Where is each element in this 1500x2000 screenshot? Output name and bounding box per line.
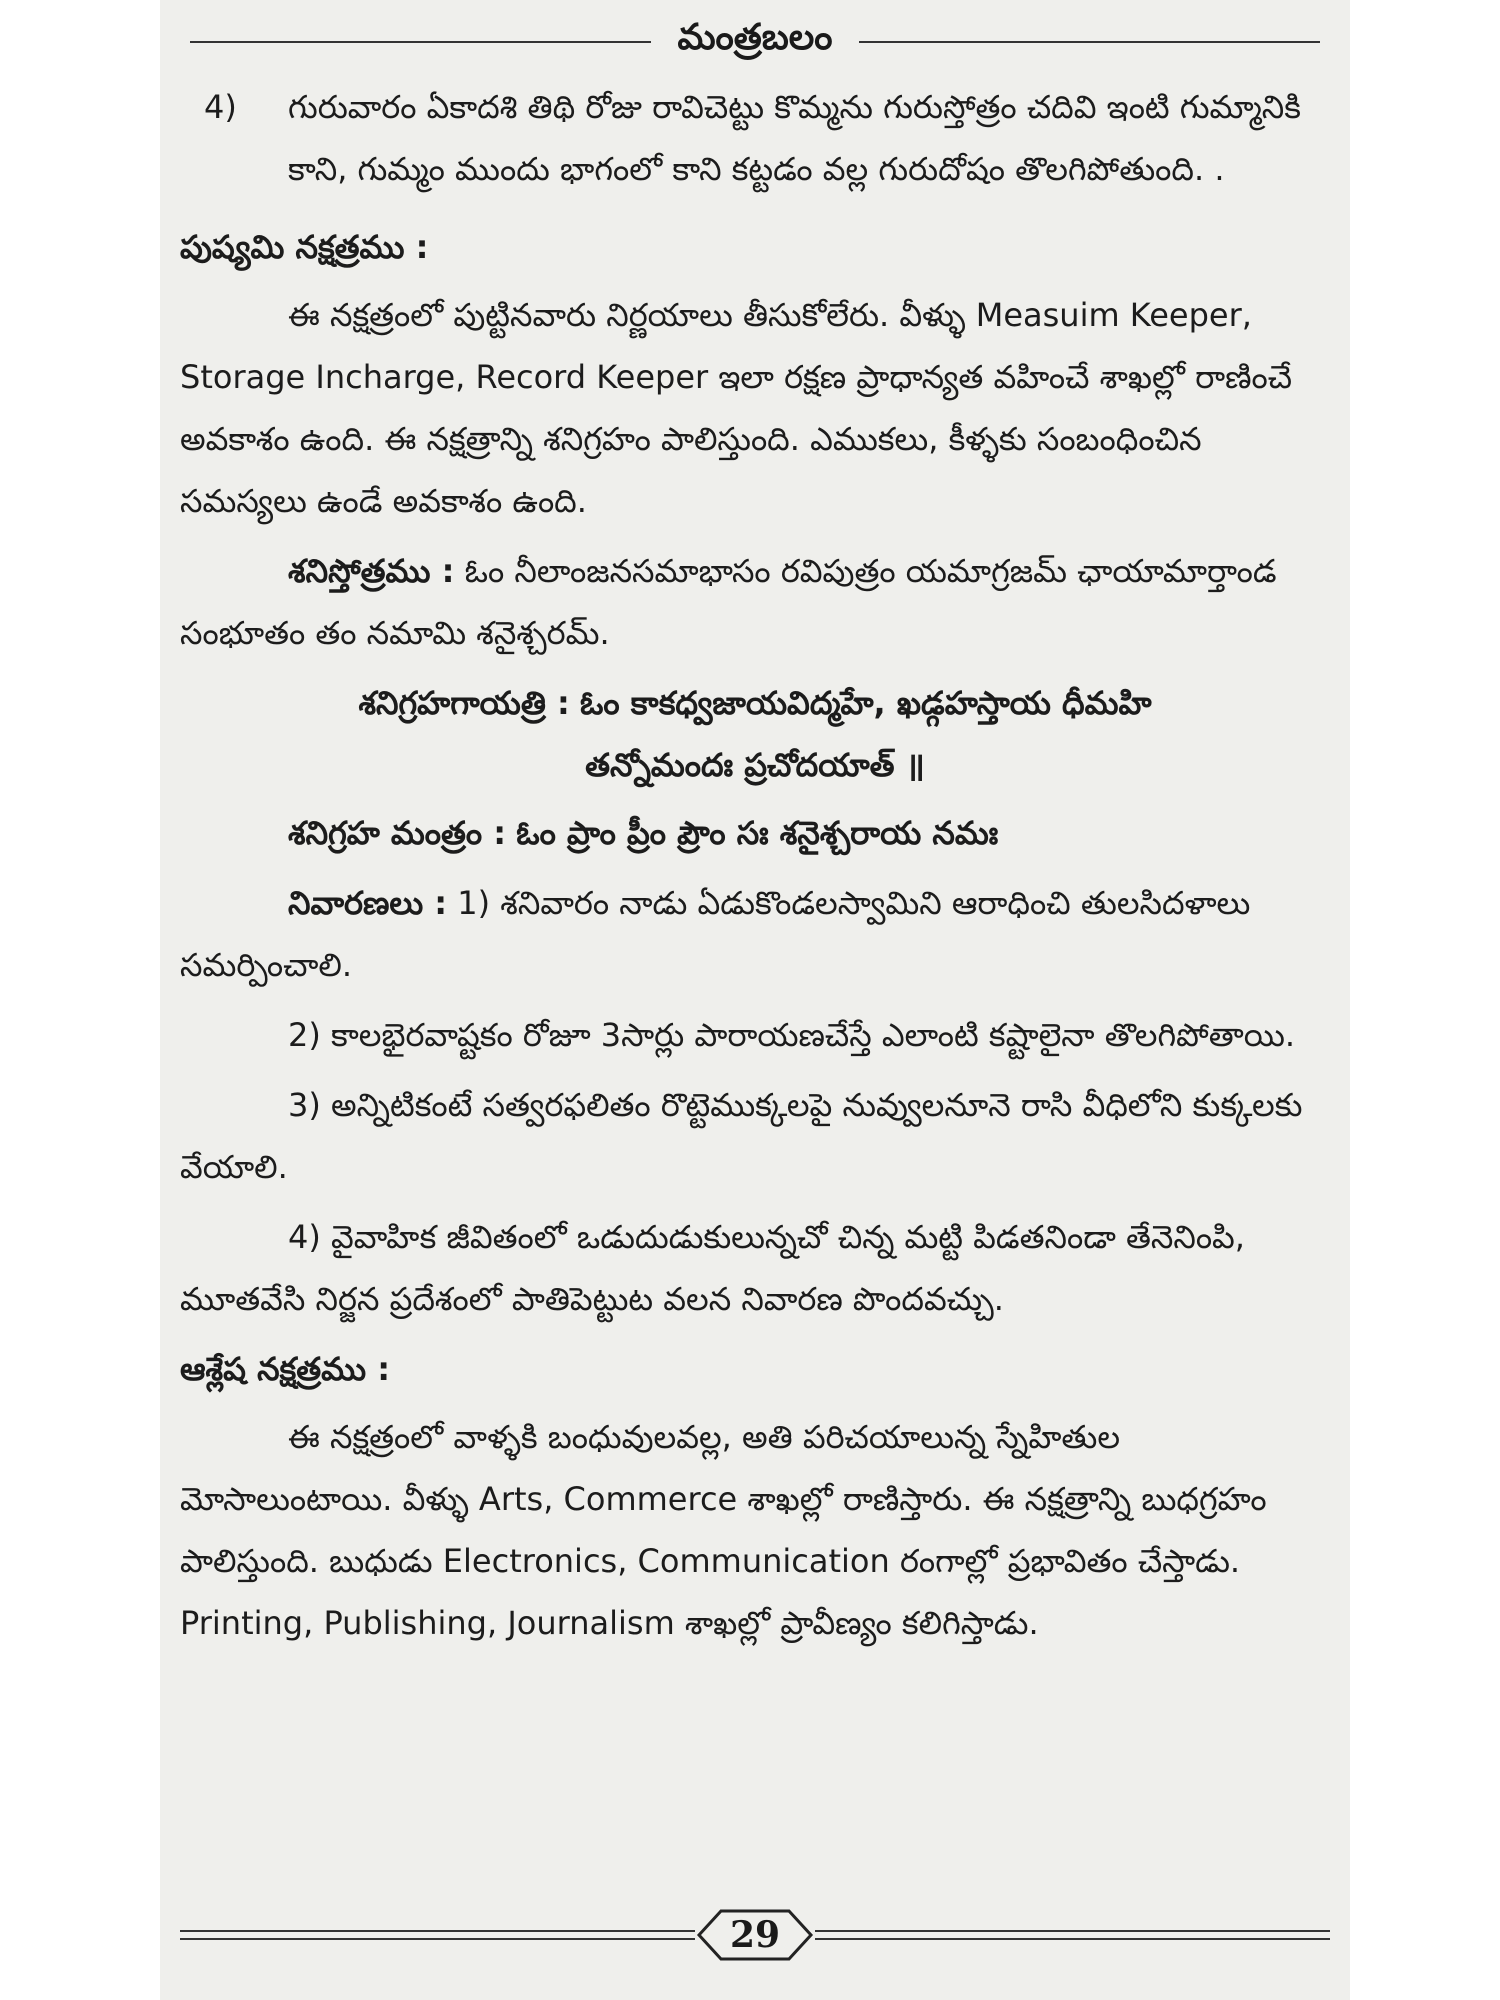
running-title: మంత్రబలం <box>677 17 833 58</box>
pushyami-heading: పుష్యమి నక్షత్రము : <box>180 228 429 266</box>
page-number-badge <box>695 1907 815 1963</box>
page-body <box>180 76 1330 1662</box>
remedy-2: 2) కాలభైరవాష్టకం రోజూ 3సార్లు పారాయణచేస్తే ఎలాంటి కష్టాలైనా తొలగిపోతాయి. <box>288 1016 1296 1054</box>
remedy-1-text: 1) శనివారం నాడు ఏడుకొండలస్వామిని ఆరాధించి తులసిదళాలు సమర్పించాలి. <box>180 884 1251 984</box>
header-rule-left <box>190 41 651 43</box>
remedies-label: నివారణలు : <box>288 884 448 922</box>
header-rule-right <box>859 41 1320 43</box>
footer-rule-left <box>180 1930 695 1940</box>
list-item-text: గురువారం ఏకాదశి తిథి రోజు రావిచెట్టు కొమ్మను గురుస్తోత్రం చదివి ఇంటి గుమ్మానికి కాని, గుమ్మం ముందు భాగంలో కాని కట్టడం వల్ల గురుదోషం తొలగిపోతుంది. . <box>288 88 1301 188</box>
shani-stotram-text: ఓం నీలాంజనసమాభాసం రవిపుత్రం యమాగ్రజమ్ ఛాయామార్తాండ సంభూతం తం నమామి శనైశ్చరమ్. <box>180 552 1277 652</box>
page-number: 29 <box>729 1914 781 1956</box>
book-page <box>160 0 1350 2000</box>
pushyami-paragraph: ఈ నక్షత్రంలో పుట్టినవారు నిర్ణయాలు తీసుకోలేరు. వీళ్ళు Measuim Keeper, Storage Incharge, Record Keeper ఇలా రక్షణ ప్రాధాన్యత వహించే శాఖల్లో రాణించే అవకాశం ఉంది. ఈ నక్షత్రాన్ని శనిగ్రహం పాలిస్తుంది. ఎముకలు, కీళ్ళకు సంబంధించిన సమస్యలు ఉండే అవకాశం ఉంది. <box>180 296 1293 520</box>
shani-mantram-text: ఓం ప్రాం ప్రీం ప్రౌం సః శనైశ్చరాయ నమః <box>516 814 999 852</box>
shani-gayatri-line2: తన్నోమందః ప్రచోదయాత్ ॥ <box>585 746 925 784</box>
shani-mantram-label: శనిగ్రహ మంత్రం : <box>288 814 507 852</box>
page-footer <box>180 1900 1330 1970</box>
shani-gayatri <box>180 672 1330 796</box>
ashlesha-heading: ఆశ్లేష నక్షత్రము : <box>180 1350 391 1388</box>
remedy-4: 4) వైవాహిక జీవితంలో ఒడుదుడుకులున్నచో చిన్న మట్టి పిడతనిండా తేనెనింపి, మూతవేసి నిర్జన ప్రదేశంలో పాతిపెట్టుట వలన నివారణ పొందవచ్చు. <box>180 1218 1245 1318</box>
shani-stotram <box>180 540 1330 664</box>
shani-gayatri-line1: ఓం కాకధ్వజాయవిద్మహే, ఖడ్గహస్తాయ ధీమహి <box>579 684 1152 722</box>
list-item-4 <box>180 76 1330 200</box>
shani-stotram-label: శనిస్తోత్రము : <box>288 552 455 590</box>
remedy-1 <box>180 872 1330 996</box>
footer-rule-right <box>815 1930 1330 1940</box>
shani-gayatri-label: శనిగ్రహగాయత్రి : <box>358 684 570 722</box>
list-item-number: 4) <box>204 88 237 126</box>
shani-mantram <box>180 802 1330 864</box>
remedy-3: 3) అన్నిటికంటే సత్వరఫలితం రొట్టెముక్కలపై నువ్వులనూనె రాసి వీధిలోని కుక్కలకు వేయాలి. <box>180 1086 1303 1186</box>
ashlesha-paragraph: ఈ నక్షత్రంలో వాళ్ళకి బంధువులవల్ల, అతి పరిచయాలున్న స్నేహితుల మోసాలుంటాయి. వీళ్ళు Arts, Commerce శాఖల్లో రాణిస్తారు. ఈ నక్షత్రాన్ని బుధగ్రహం పాలిస్తుంది. బుధుడు Electronics, Communication రంగాల్లో ప్రభావితం చేస్తాడు. Printing, Publishing, Journalism శాఖల్లో ప్రావీణ్యం కలిగిస్తాడు. <box>180 1418 1267 1642</box>
page-header <box>190 14 1320 70</box>
